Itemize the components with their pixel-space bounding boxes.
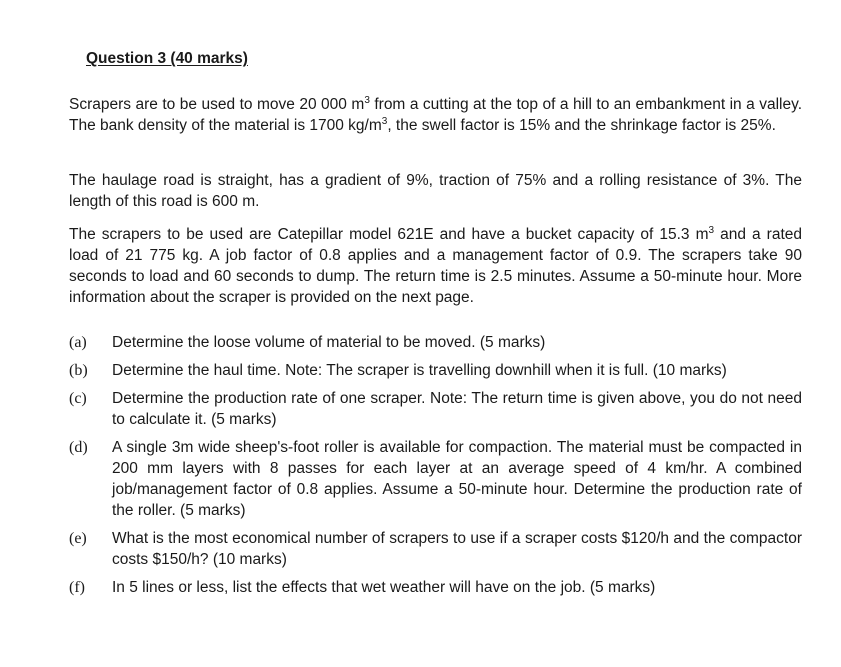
question-item-a [69, 332, 802, 353]
paragraph-scraper-details [69, 224, 802, 308]
text-run: and a rated load of 21 775 kg. A job factor of 0.8 applies and a management factor of 0.9. The scrapers take 90 seconds to load and 60 seconds to dump. The return time is 2.5 minutes. Assume a 50-minute hour. More information about the scraper is provided on the next page. [69, 226, 802, 306]
question-label: (c) [69, 390, 87, 407]
question-heading: Question 3 (40 marks) [86, 50, 248, 67]
question-text: Determine the loose volume of material to be moved. (5 marks) [112, 334, 546, 351]
question-text: In 5 lines or less, list the effects that wet weather will have on the job. (5 marks) [112, 579, 656, 596]
question-item-e [69, 528, 802, 570]
question-list [69, 332, 802, 605]
question-text: Determine the haul time. Note: The scraper is travelling downhill when it is full. (10 marks) [112, 362, 727, 379]
question-text: What is the most economical number of scrapers to use if a scraper costs $120/h and the compactor costs $150/h? (10 marks) [112, 530, 802, 568]
superscript: 3 [708, 224, 715, 236]
question-label: (e) [69, 530, 87, 547]
text-run: , the swell factor is 15% and the shrinkage factor is 25%. [387, 117, 776, 134]
text-run: from a cutting at the top of a hill to an embankment in a valley. The bank density of the material is 1700 kg/m [69, 96, 803, 134]
question-label: (d) [69, 439, 88, 456]
question-text: A single 3m wide sheep's-foot roller is available for compaction. The material must be compacted in 200 mm layers with 8 passes for each layer at an average speed of 4 km/hr. A combined job/management factor of 0.8 applies. Assume a 50-minute hour. Determine the production rate of the roller. (5 marks) [112, 439, 802, 519]
question-label: (f) [69, 579, 85, 596]
text-run: Scrapers are to be used to move 20 000 m [69, 96, 365, 113]
question-item-f [69, 577, 802, 598]
question-label: (a) [69, 334, 87, 351]
question-item-b [69, 360, 802, 381]
question-label: (b) [69, 362, 88, 379]
paragraph-haul-road: The haulage road is straight, has a gradient of 9%, traction of 75% and a rolling resistance of 3%. The length of this road is 600 m. [69, 172, 802, 210]
question-text: Determine the production rate of one scraper. Note: The return time is given above, you do not need to calculate it. (5 marks) [112, 390, 802, 428]
text-run: The scrapers to be used are Catepillar model 621E and have a bucket capacity of 15.3 m [69, 226, 709, 243]
paragraph-project-description [69, 94, 802, 136]
question-item-c [69, 388, 802, 430]
superscript: 3 [364, 94, 370, 106]
superscript: 3 [381, 115, 388, 127]
question-item-d [69, 437, 802, 521]
